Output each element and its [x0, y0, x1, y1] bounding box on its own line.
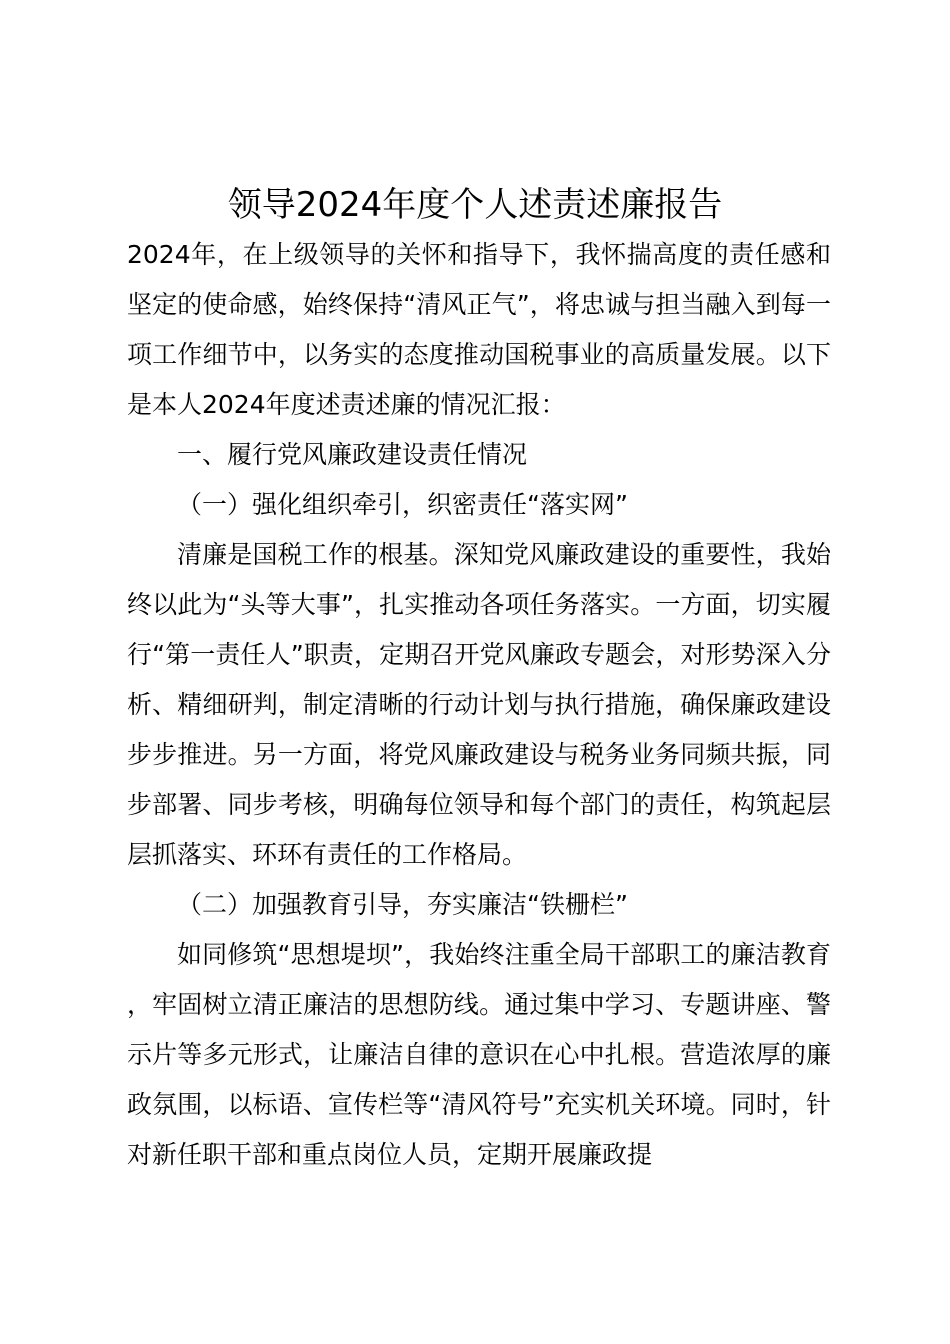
- subsection-heading-2: （二）加强教育引导，夯实廉洁“铁栅栏”: [177, 890, 628, 919]
- intro-paragraph: 2024年，在上级领导的关怀和指导下，我怀揣高度的责任感和坚定的使命感，始终保持“清风正气”，将忠诚与担当融入到每一项工作细节中，以务实的态度推动国税事业的高质量发展。以下是本人2024年度述责述廉的情况汇报：: [127, 240, 831, 419]
- body-paragraph-1: 清廉是国税工作的根基。深知党风廉政建设的重要性，我始终以此为“头等大事”，扎实推动各项任务落实。一方面，切实履行“第一责任人”职责，定期召开党风廉政专题会，对形势深入分析、精细研判，制定清晰的行动计划与执行措施，确保廉政建设步步推进。另一方面，将党风廉政建设与税务业务同频共振，同步部署、同步考核，明确每位领导和每个部门的责任，构筑起层层抓落实、环环有责任的工作格局。: [127, 540, 831, 869]
- body-paragraph-2: 如同修筑“思想堤坝”，我始终注重全局干部职工的廉洁教育，牢固树立清正廉洁的思想防线。通过集中学习、专题讲座、警示片等多元形式，让廉洁自律的意识在心中扎根。营造浓厚的廉政氛围，以标语、宣传栏等“清风符号”充实机关环境。同时，针对新任职干部和重点岗位人员，定期开展廉政提: [127, 940, 831, 1169]
- document-title: 领导2024年度个人述责述廉报告: [227, 185, 723, 225]
- section-heading-1: 一、履行党风廉政建设责任情况: [177, 440, 528, 469]
- document-body: [127, 230, 831, 1180]
- subsection-heading-1: （一）强化组织牵引，织密责任“落实网”: [177, 490, 628, 519]
